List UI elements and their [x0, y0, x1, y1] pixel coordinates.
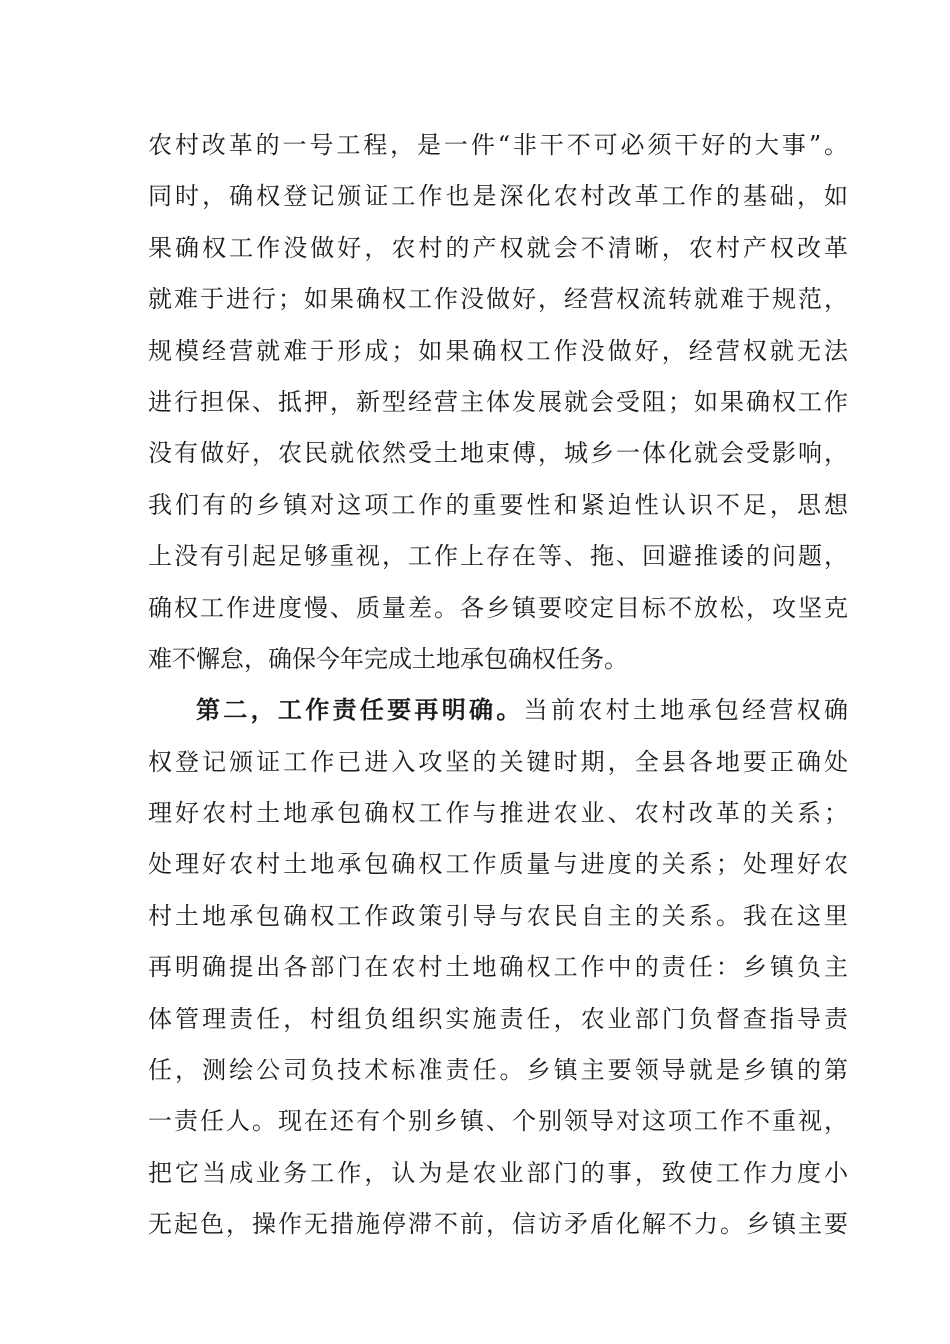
text-line: 规模经营就难于形成；如果确权工作没做好，经营权就无法	[148, 336, 848, 365]
text-line: 进行担保、抵押，新型经营主体发展就会受阻；如果确权工作	[148, 387, 848, 416]
text-line: 一责任人。现在还有个别乡镇、个别领导对这项工作不重视，	[148, 1107, 848, 1136]
paragraph-2-first-line	[148, 693, 848, 744]
section-heading: 第二，工作责任要再明确。	[196, 695, 524, 725]
text-line: 没有做好，农民就依然受土地束傅，城乡一体化就会受影响，	[148, 439, 848, 468]
text-line: 农村改革的一号工程，是一件“非干不可必须干好的大事”。	[148, 131, 848, 159]
document-body	[148, 128, 848, 1259]
text-line: 我们有的乡镇对这项工作的重要性和紧迫性认识不足，思想	[148, 490, 848, 519]
text-line: 处理好农村土地承包确权工作质量与进度的关系；处理好农	[148, 850, 848, 879]
text-line: 理好农村土地承包确权工作与推进农业、农村改革的关系；	[148, 799, 848, 828]
text-line: 同时，确权登记颁证工作也是深化农村改革工作的基础，如	[148, 182, 848, 211]
text-line: 体管理责任，村组负组织实施责任，农业部门负督查指导责	[148, 1004, 848, 1033]
text-span: 当前农村土地承包经营权确	[523, 696, 849, 725]
text-line: 再明确提出各部门在农村土地确权工作中的责任：乡镇负主	[148, 953, 848, 982]
text-line: 把它当成业务工作，认为是农业部门的事，致使工作力度小	[148, 1158, 848, 1187]
text-line: 确权工作进度慢、质量差。各乡镇要咬定目标不放松，攻坚克	[148, 593, 848, 622]
text-line: 难不懈怠，确保今年完成土地承包确权任务。	[148, 644, 628, 673]
text-line: 任，测绘公司负技术标准责任。乡镇主要领导就是乡镇的第	[148, 1056, 848, 1085]
text-line: 就难于进行；如果确权工作没做好，经营权流转就难于规范，	[148, 285, 848, 314]
paragraph-1	[148, 128, 848, 693]
paragraph-2	[148, 693, 848, 1258]
text-line: 无起色，操作无措施停滞不前，信访矛盾化解不力。乡镇主要	[148, 1210, 848, 1239]
text-line: 村土地承包确权工作政策引导与农民自主的关系。我在这里	[148, 901, 848, 930]
text-line: 上没有引起足够重视，工作上存在等、拖、回避推诿的问题，	[148, 542, 848, 571]
text-line: 权登记颁证工作已进入攻坚的关键时期，全县各地要正确处	[148, 747, 848, 776]
text-line: 果确权工作没做好，农村的产权就会不清晰，农村产权改革	[148, 233, 848, 262]
